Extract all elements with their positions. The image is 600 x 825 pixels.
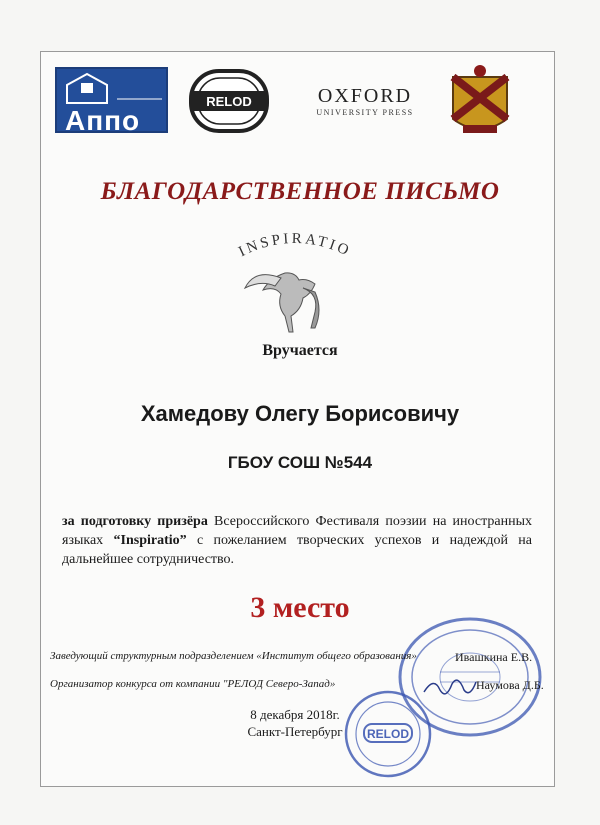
- stamp-relod-text: RELOD: [367, 727, 409, 741]
- date-block: [240, 706, 350, 740]
- appo-logo: [55, 67, 168, 136]
- coat-of-arms-icon: [445, 63, 515, 141]
- body-text-1: Всероссийского Фестиваля поэзии на иностранных языках: [62, 514, 533, 548]
- recipient-name: Хамедову Олегу Борисовичу: [140, 401, 460, 426]
- signature-line-2: Организатор конкурса от компании "РЕЛОД Северо-Запад»: [50, 678, 336, 690]
- signature-line-1: Заведующий структурным подразделением «Институт общего образования»: [50, 650, 417, 662]
- inspiratio-pegasus-logo: [215, 228, 375, 338]
- certificate-body: [62, 512, 532, 569]
- oxford-logo: [300, 85, 430, 117]
- round-stamp-relod: [342, 688, 434, 780]
- relod-logo: [189, 69, 269, 133]
- school-name: ГБОУ СОШ №544: [227, 453, 373, 472]
- oxford-logo-sub: UNIVERSITY PRESS: [316, 108, 414, 117]
- certificate-title: БЛАГОДАРСТВЕННОЕ ПИСЬМО: [100, 178, 500, 205]
- place-award: 3 место: [250, 591, 350, 624]
- logo-row: [55, 63, 525, 143]
- body-bold-start: за подготовку призёра: [62, 514, 208, 529]
- signature-name-2: Наумова Д.Б.: [476, 678, 544, 692]
- appo-logo-text: Аппо: [65, 105, 141, 136]
- relod-logo-text: RELOD: [206, 94, 252, 109]
- awarded-to-label: Вручается: [262, 342, 338, 359]
- issue-city: Санкт-Петербург: [247, 724, 343, 739]
- body-text-2: с пожеланием творческих успехов и надеждой на дальнейшее сотрудничество.: [62, 533, 532, 567]
- pegasus-icon: [245, 273, 319, 332]
- oxford-logo-main: OXFORD: [317, 85, 413, 107]
- signature-name-1: Ивашкина Е.В.: [455, 650, 533, 664]
- issue-date: 8 декабря 2018г.: [250, 707, 340, 722]
- body-bold-quote: “Inspiratio”: [113, 533, 187, 548]
- inspiratio-text: INSPIRATIO: [236, 230, 354, 261]
